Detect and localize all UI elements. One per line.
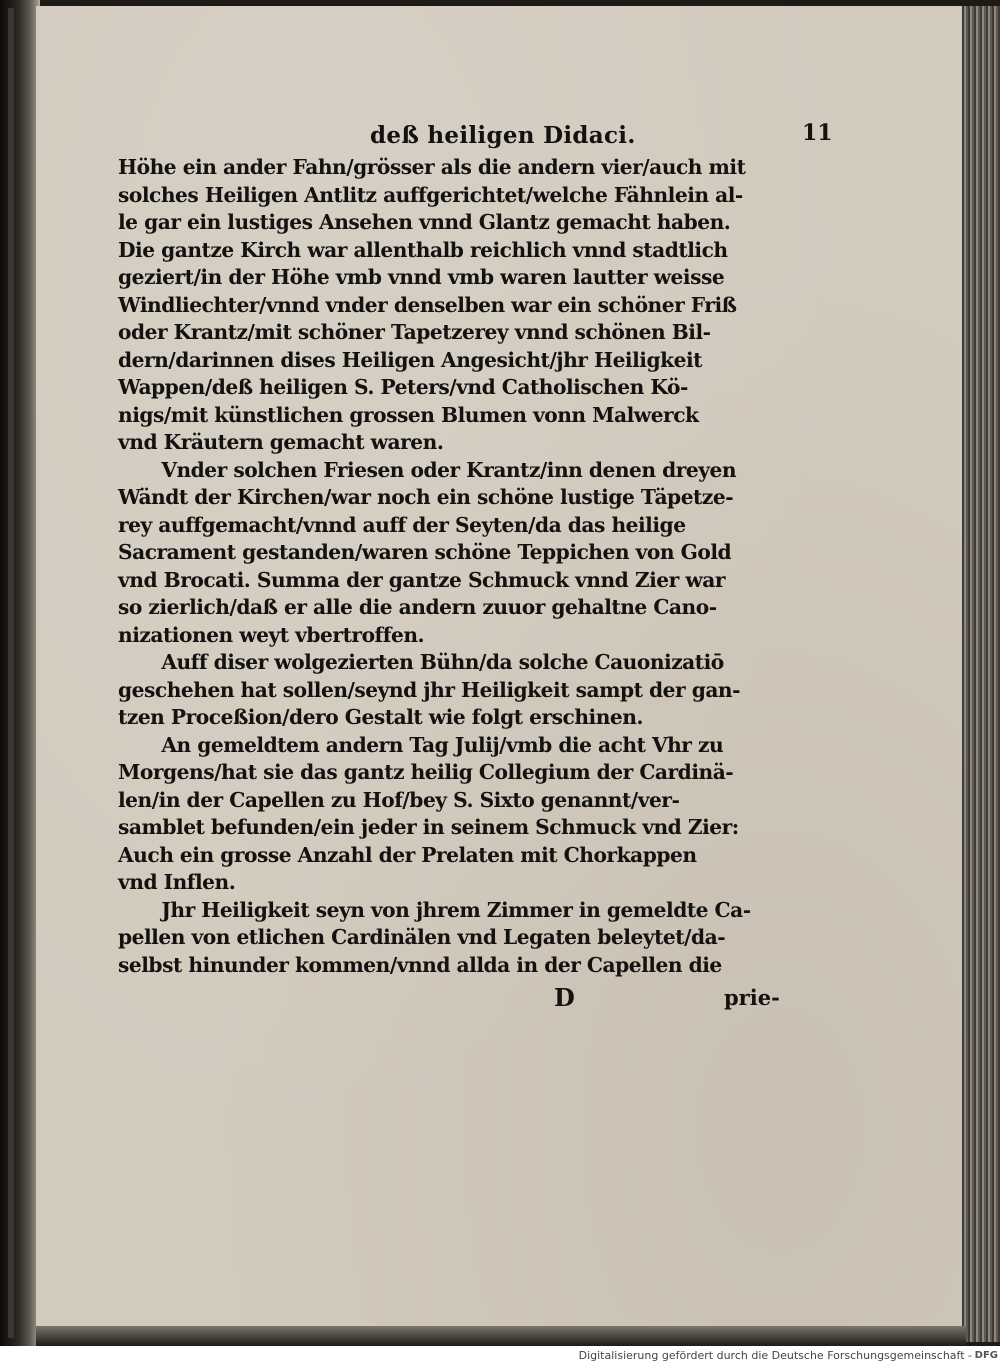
- text-line: Auff diser wolgezierten Bühn/da solche Cauonizatiō: [161, 650, 724, 674]
- page-number: 11: [802, 120, 833, 146]
- text-line: vnd Kräutern gemacht waren.: [118, 430, 444, 454]
- text-line: pellen von etlichen Cardinälen vnd Legaten beleytet/da-: [118, 925, 726, 949]
- text-line: geziert/in der Höhe vmb vnnd vmb waren lautter weisse: [118, 265, 725, 289]
- text-line: vnd Brocati. Summa der gantze Schmuck vnnd Zier war: [118, 567, 725, 592]
- text-line: Höhe ein ander Fahn/grösser als die andern vier/auch mit: [118, 155, 746, 179]
- text-line: tzen Proceßion/dero Gestalt wie folgt erschinen.: [118, 705, 644, 729]
- signature-mark: D: [554, 983, 575, 1012]
- funding-notice: Digitalisierung gefördert durch die Deutsche Forschungsgemeinschaft -: [578, 1349, 972, 1362]
- text-line: selbst hinunder kommen/vnnd allda in der Capellen die: [118, 952, 722, 977]
- text-line: Jhr Heiligkeit seyn von jhrem Zimmer in gemeldte Ca-: [161, 897, 751, 922]
- text-line: Wappen/deß heiligen S. Peters/vnd Catholischen Kö-: [118, 375, 688, 399]
- body-text: [118, 154, 818, 979]
- bottom-page-edge: [36, 1326, 966, 1346]
- text-line: so zierlich/daß er alle die andern zuuor gehaltne Cano-: [118, 595, 717, 619]
- catchword: prie-: [724, 985, 780, 1010]
- text-line: Die gantze Kirch war allenthalb reichlich vnnd stadtlich: [118, 237, 728, 262]
- text-line: geschehen hat sollen/seynd jhr Heiligkeit sampt der gan-: [118, 677, 741, 702]
- text-line: nizationen weyt vbertroffen.: [118, 622, 425, 647]
- text-line: oder Krantz/mit schöner Tapetzerey vnnd schönen Bil-: [118, 320, 711, 344]
- text-line: vnd Inflen.: [118, 870, 236, 894]
- page-header: [118, 114, 833, 154]
- text-line: Vnder solchen Friesen oder Krantz/inn denen dreyen: [161, 457, 737, 482]
- text-line: solches Heiligen Antlitz auffgerichtet/welche Fähnlein al-: [118, 182, 743, 207]
- book-page: [36, 6, 966, 1328]
- dfg-logo: DFG: [974, 1350, 998, 1361]
- stacked-page-edges: [962, 6, 1000, 1342]
- footer-bar: [0, 1346, 1000, 1366]
- text-block: [118, 114, 833, 1019]
- text-line: le gar ein lustiges Ansehen vnnd Glantz gemacht haben.: [118, 210, 731, 234]
- text-line: dern/darinnen dises Heiligen Angesicht/jhr Heiligkeit: [118, 347, 703, 372]
- catchword-line: [118, 979, 818, 1019]
- running-head: deß heiligen Didaci.: [370, 122, 636, 149]
- text-line: Auch ein grosse Anzahl der Prelaten mit Chorkappen: [118, 842, 697, 867]
- text-line: Wändt der Kirchen/war noch ein schöne lustige Täpetze-: [118, 485, 734, 509]
- text-line: Morgens/hat sie das gantz heilig Collegium der Cardinä-: [118, 760, 734, 784]
- text-line: Windliechter/vnnd vnder denselben war ein schöner Friß: [118, 292, 737, 317]
- text-line: samblet befunden/ein jeder in seinem Schmuck vnd Zier:: [118, 815, 739, 839]
- binding-shadow: [8, 8, 14, 1338]
- book-spine-edge: [0, 0, 40, 1346]
- text-line: rey auffgemacht/vnnd auff der Seyten/da das heilige: [118, 512, 686, 537]
- text-line: nigs/mit künstlichen grossen Blumen vonn Malwerck: [118, 402, 699, 427]
- text-line: An gemeldtem andern Tag Julij/vmb die acht Vhr zu: [161, 732, 724, 757]
- text-line: len/in der Capellen zu Hof/bey S. Sixto genannt/ver-: [118, 787, 680, 812]
- text-line: Sacrament gestanden/waren schöne Teppichen von Gold: [118, 540, 732, 564]
